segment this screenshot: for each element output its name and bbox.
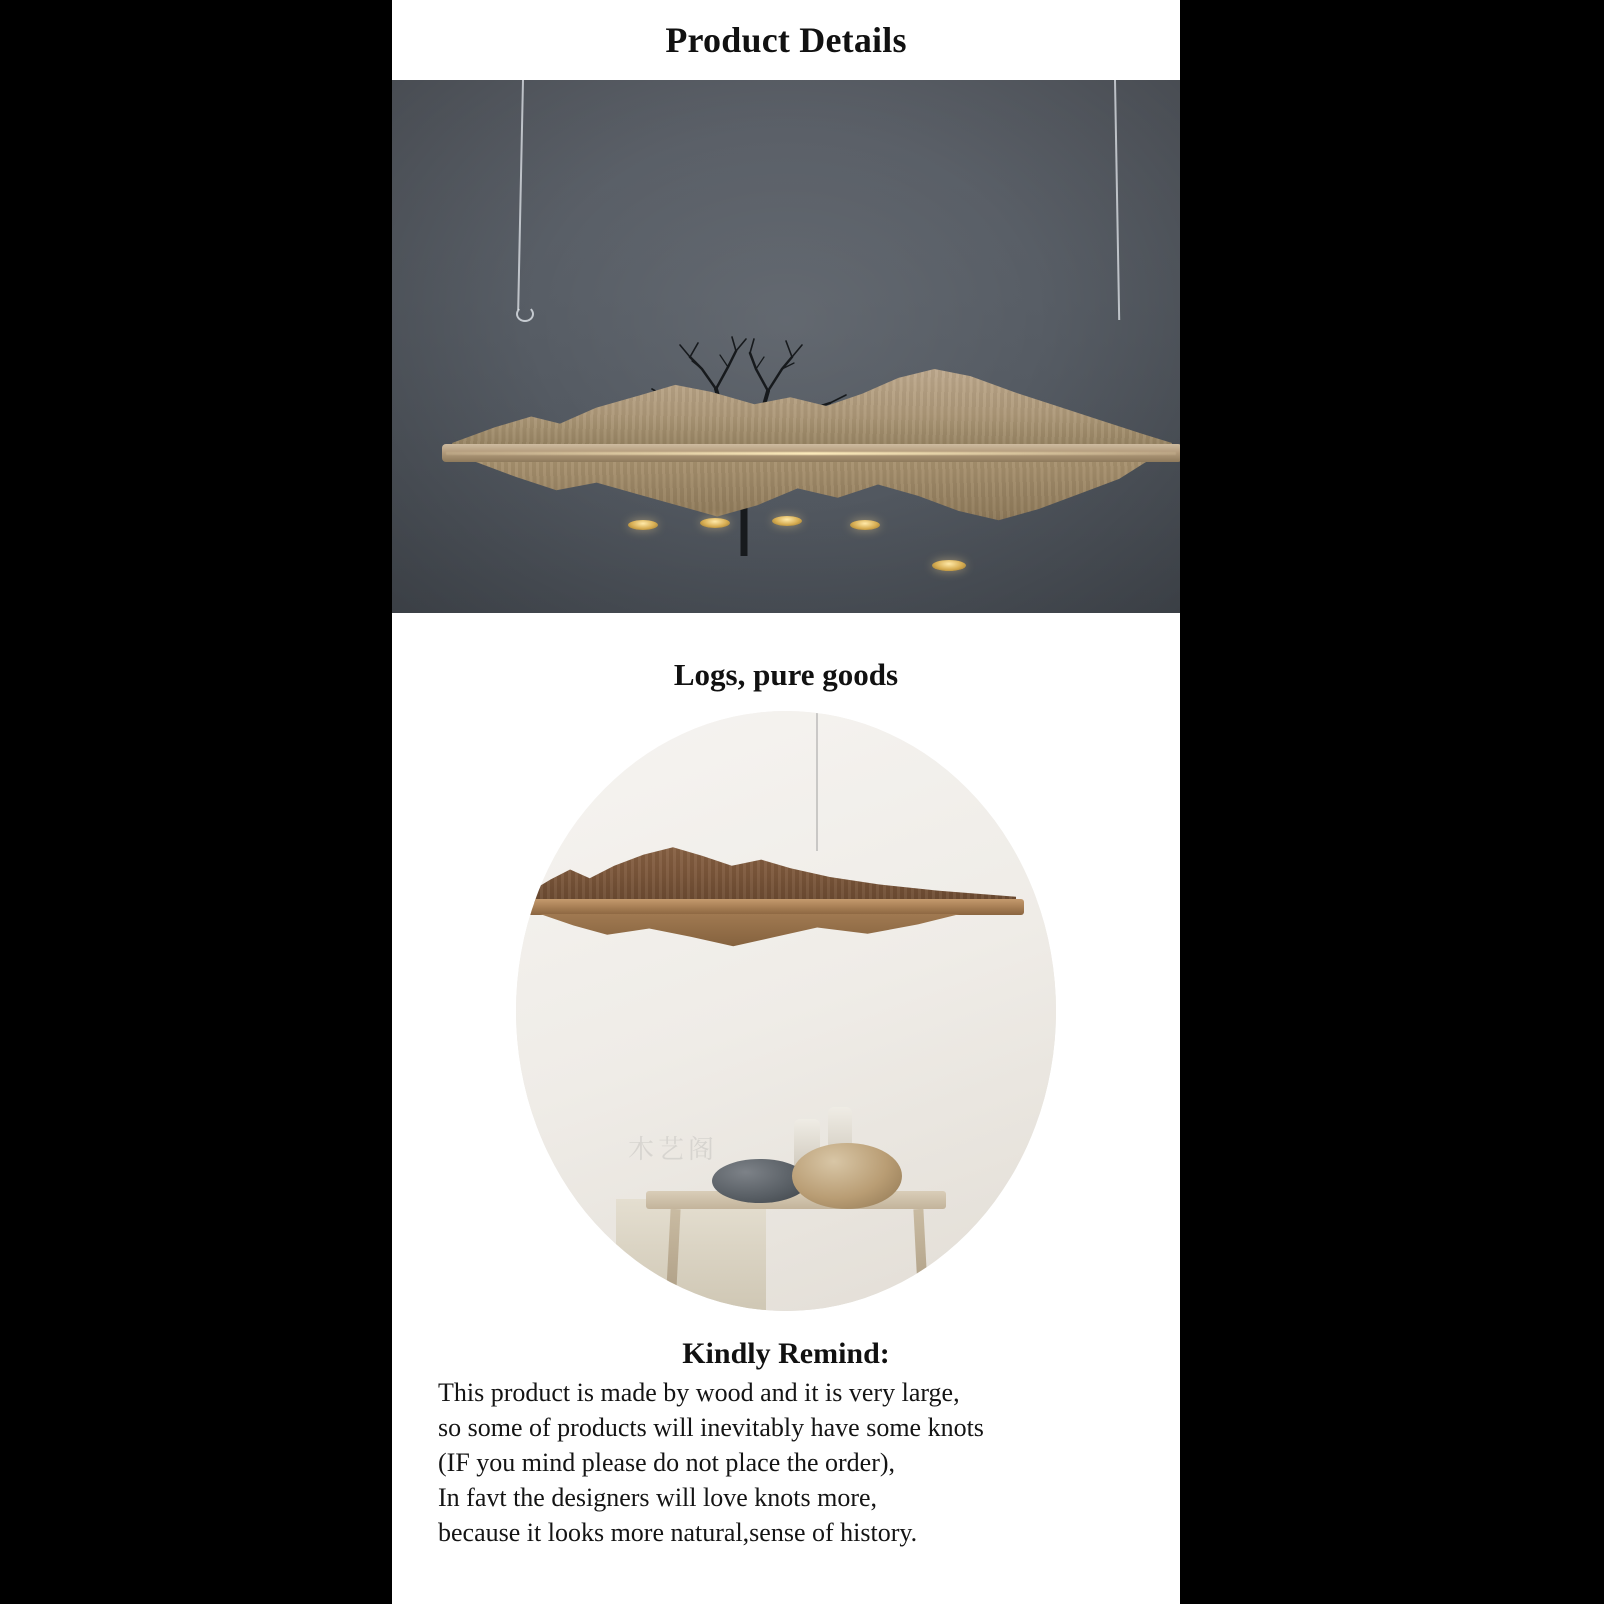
ci-slab <box>526 899 1024 915</box>
watermark-text: 木艺阁 <box>628 1135 719 1165</box>
remind-line-5: because it looks more natural,sense of history. <box>438 1518 918 1547</box>
hero-product-photo <box>392 80 1180 613</box>
ci-lower-mountain <box>540 914 960 966</box>
gold-downlight <box>932 560 966 571</box>
remind-line-1: This product is made by wood and it is very large, <box>438 1378 960 1407</box>
mountain-sculpture <box>432 276 1172 536</box>
section-title-logs: Logs, pure goods <box>673 657 899 692</box>
gold-downlight <box>850 520 880 530</box>
ci-wooden-lamp <box>526 821 1026 1011</box>
remind-title: Kindly Remind: <box>682 1337 890 1370</box>
stone-plinth <box>616 1199 766 1311</box>
console-table-scene <box>616 1151 976 1311</box>
circular-lifestyle-photo <box>516 711 1056 1311</box>
ci-upper-mountain <box>526 841 1016 903</box>
page-title: Product Details <box>665 20 907 60</box>
remind-line-2: so some of products will inevitably have some knots <box>438 1413 984 1442</box>
led-strip <box>446 452 1176 455</box>
gold-downlight <box>700 518 730 528</box>
gold-downlight <box>628 520 658 530</box>
remind-line-4: In favt the designers will love knots more, <box>438 1483 878 1512</box>
gold-downlight <box>772 516 802 526</box>
page-header <box>392 0 1180 80</box>
decor-stone-light <box>792 1143 902 1209</box>
product-detail-page <box>392 0 1180 1604</box>
table-leg <box>913 1209 928 1309</box>
kindly-remind-block <box>392 1337 1180 1568</box>
remind-line-3: (IF you mind please do not place the order), <box>438 1448 896 1477</box>
